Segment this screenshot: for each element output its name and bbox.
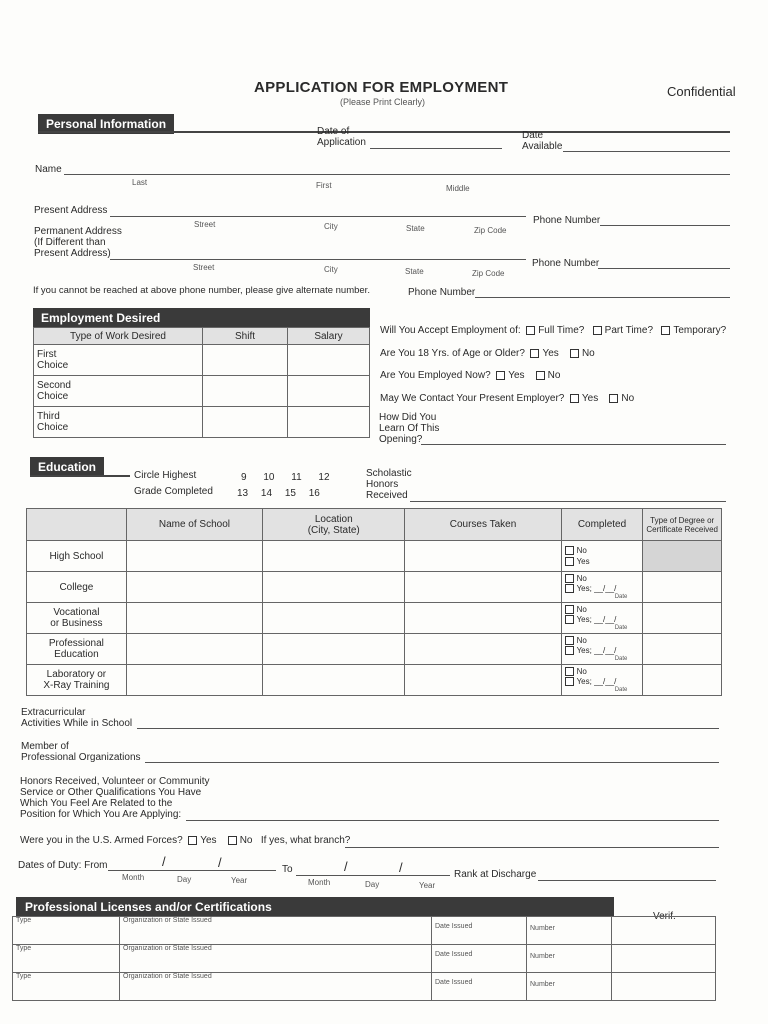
accept-employment-question	[380, 325, 726, 336]
honors-received-label: Honors Received, Volunteer or Community Service or Other Qualifications You Have Which You Feel Are Related to the Position for Which You Are Applying:	[20, 776, 210, 820]
section-employment-desired: Employment Desired	[41, 311, 161, 325]
courses-cell[interactable]	[405, 541, 561, 572]
type-caption: Type	[16, 917, 32, 924]
school-label: Vocational or Business	[27, 603, 127, 634]
zip-caption: Zip Code	[474, 226, 507, 235]
branch-field[interactable]	[345, 847, 719, 848]
employment-table	[33, 327, 370, 438]
phone-number-label: Phone Number	[532, 258, 600, 269]
org-caption: Organization or State Issued	[123, 973, 212, 980]
armed-forces-label: Were you in the U.S. Armed Forces?	[20, 835, 183, 846]
school-label: Professional Education	[27, 634, 127, 665]
grade-option[interactable]: 10	[263, 472, 275, 483]
contact-label: May We Contact Your Present Employer?	[380, 393, 565, 404]
present-address-field[interactable]	[110, 216, 526, 217]
date-caption: Date	[614, 594, 628, 600]
date-issued-cell[interactable]	[432, 917, 527, 945]
org-caption: Organization or State Issued	[123, 917, 212, 924]
yes-label: Yes	[581, 393, 599, 404]
street-caption: Street	[193, 263, 215, 272]
completed-cell: No Yes; __/__/ Date	[561, 665, 643, 696]
no-label: No	[581, 348, 595, 359]
no-label: No	[239, 835, 253, 846]
part-time-checkbox[interactable]	[593, 326, 602, 335]
name-label: Name	[35, 164, 62, 175]
degree-cell	[643, 541, 722, 572]
date-separator: /	[162, 854, 166, 869]
salary-cell[interactable]	[288, 345, 370, 376]
grade-option[interactable]: 13	[237, 488, 249, 499]
table-row	[27, 665, 722, 696]
month-caption: Month	[308, 878, 331, 887]
day-caption: Day	[365, 880, 380, 889]
courses-cell[interactable]	[405, 572, 561, 603]
age-no-checkbox[interactable]	[570, 349, 579, 358]
type-caption: Type	[16, 973, 32, 980]
date-separator: /	[218, 855, 222, 870]
table-row	[34, 407, 370, 438]
extracurricular-field[interactable]	[137, 728, 719, 729]
part-time-label: Part Time?	[604, 325, 654, 336]
employed-question	[380, 370, 560, 381]
number-caption: Number	[530, 953, 555, 960]
date-issued-caption: Date Issued	[435, 923, 473, 930]
col-type-of-work: Type of Work Desired	[34, 328, 203, 345]
date-of-application-field[interactable]	[370, 148, 502, 149]
col-shift: Shift	[203, 328, 288, 345]
number-caption: Number	[530, 925, 555, 932]
city-caption: City	[324, 265, 338, 274]
honors-received-field[interactable]	[186, 820, 719, 821]
number-cell[interactable]	[527, 945, 612, 973]
phone-number-label: Phone Number	[533, 215, 601, 226]
yes-label: Yes;	[576, 646, 592, 655]
grade-option[interactable]: 14	[260, 488, 273, 499]
no-label: No	[576, 574, 587, 583]
duty-to-label: To	[282, 864, 293, 875]
col-name-of-school: Name of School	[126, 509, 262, 541]
grade-completed-label: Grade Completed	[134, 486, 213, 497]
date-issued-cell[interactable]	[432, 973, 527, 1001]
col-completed: Completed	[561, 509, 643, 541]
no-checkbox[interactable]	[565, 667, 574, 676]
alternate-number-label: If you cannot be reached at above phone number, please give alternate number.	[33, 285, 370, 296]
grade-option[interactable]: 11	[291, 472, 302, 483]
date-issued-cell[interactable]	[432, 945, 527, 973]
number-caption: Number	[530, 981, 555, 988]
section-professional-licenses: Professional Licenses and/or Certifications	[25, 900, 272, 914]
no-checkbox[interactable]	[565, 605, 574, 614]
type-cell[interactable]	[13, 917, 120, 945]
city-caption: City	[324, 222, 338, 231]
row-label: Third Choice	[34, 407, 203, 438]
first-name-caption: First	[316, 181, 332, 190]
shift-cell[interactable]	[203, 345, 288, 376]
phone-number-field[interactable]	[600, 225, 730, 226]
location-cell[interactable]	[263, 541, 405, 572]
date-separator: /	[399, 860, 403, 875]
phone-number-field[interactable]	[598, 268, 730, 269]
grades-row-2[interactable]	[237, 488, 320, 499]
no-label: No	[576, 546, 587, 555]
grade-option[interactable]: 12	[318, 472, 330, 483]
age-label: Are You 18 Yrs. of Age or Older?	[380, 348, 525, 359]
month-caption: Month	[122, 873, 145, 882]
date-available-label: Date Available	[522, 130, 563, 152]
form-subtitle: (Please Print Clearly)	[340, 97, 426, 107]
table-row	[27, 634, 722, 665]
location-cell[interactable]	[263, 603, 405, 634]
verif-label: Verif.	[653, 911, 676, 922]
yes-label: Yes;	[576, 584, 592, 593]
yes-label: Yes;	[576, 677, 592, 686]
date-separator: /	[344, 859, 348, 874]
present-address-label: Present Address	[34, 205, 108, 216]
grade-option[interactable]: 9	[241, 472, 247, 483]
row-label: First Choice	[34, 345, 203, 376]
employed-no-checkbox[interactable]	[536, 371, 545, 380]
shift-cell[interactable]	[203, 376, 288, 407]
courses-cell[interactable]	[405, 634, 561, 665]
rank-at-discharge-label: Rank at Discharge	[454, 869, 537, 880]
degree-cell[interactable]	[643, 665, 722, 696]
date-available-field[interactable]	[563, 151, 730, 152]
temporary-checkbox[interactable]	[661, 326, 670, 335]
scholastic-honors-field[interactable]	[410, 501, 726, 502]
location-cell[interactable]	[263, 665, 405, 696]
completed-cell: No Yes; __/__/ Date	[561, 634, 643, 665]
duty-to-field[interactable]	[296, 875, 450, 876]
yes-label: Yes	[200, 835, 217, 846]
number-cell[interactable]	[527, 917, 612, 945]
school-name-cell[interactable]	[126, 634, 262, 665]
completed-cell: No Yes; __/__/ Date	[561, 603, 643, 634]
alternate-phone-field[interactable]	[475, 297, 730, 298]
degree-cell[interactable]	[643, 634, 722, 665]
grades-row-1[interactable]	[241, 472, 330, 483]
yes-checkbox[interactable]	[565, 557, 574, 566]
table-row	[27, 541, 722, 572]
verif-cell[interactable]	[612, 945, 716, 973]
age-question	[380, 348, 595, 359]
accept-label: Will You Accept Employment of:	[380, 325, 521, 336]
table-row	[34, 376, 370, 407]
section-divider	[38, 131, 730, 133]
degree-cell[interactable]	[643, 572, 722, 603]
full-time-label: Full Time?	[538, 325, 585, 336]
table-row	[13, 917, 716, 945]
last-name-caption: Last	[132, 178, 148, 187]
school-label: College	[27, 572, 127, 603]
school-name-cell[interactable]	[126, 603, 262, 634]
yes-checkbox[interactable]	[565, 584, 574, 593]
school-name-cell[interactable]	[126, 665, 262, 696]
courses-cell[interactable]	[405, 603, 561, 634]
date-issued-caption: Date Issued	[435, 951, 473, 958]
state-caption: State	[405, 267, 424, 276]
circle-highest-label: Circle Highest	[134, 470, 197, 481]
yes-label: Yes	[508, 370, 525, 381]
scholastic-honors-label: Scholastic Honors Received	[366, 468, 412, 501]
table-row	[13, 945, 716, 973]
table-row	[27, 603, 722, 634]
degree-cell[interactable]	[643, 603, 722, 634]
contact-no-checkbox[interactable]	[609, 394, 618, 403]
org-cell[interactable]	[120, 973, 432, 1001]
contact-question	[380, 393, 634, 404]
table-row	[27, 572, 722, 603]
org-caption: Organization or State Issued	[123, 945, 212, 952]
type-cell[interactable]	[13, 945, 120, 973]
grade-option[interactable]: 16	[308, 488, 320, 499]
location-cell[interactable]	[263, 572, 405, 603]
permanent-address-field[interactable]	[110, 259, 526, 260]
verif-cell[interactable]	[612, 917, 716, 945]
member-of-label: Member of Professional Organizations	[21, 741, 141, 763]
education-table	[26, 508, 722, 696]
table-row	[13, 973, 716, 1001]
no-label: No	[621, 393, 635, 404]
org-cell[interactable]	[120, 917, 432, 945]
no-label: No	[576, 605, 587, 614]
section-divider	[30, 475, 130, 477]
confidential-label: Confidential	[667, 84, 736, 99]
type-cell[interactable]	[13, 973, 120, 1001]
org-cell[interactable]	[120, 945, 432, 973]
type-caption: Type	[16, 945, 32, 952]
yes-checkbox[interactable]	[565, 646, 574, 655]
salary-cell[interactable]	[288, 407, 370, 438]
no-label: No	[576, 667, 587, 676]
form-title: APPLICATION FOR EMPLOYMENT	[254, 79, 509, 96]
branch-label: If yes, what branch?	[260, 835, 351, 846]
street-caption: Street	[194, 220, 216, 229]
school-label: High School	[27, 541, 127, 572]
table-row	[34, 345, 370, 376]
duty-from-field[interactable]	[108, 870, 276, 871]
day-caption: Day	[177, 875, 192, 884]
armed-yes-checkbox[interactable]	[188, 836, 197, 845]
temporary-label: Temporary?	[673, 325, 727, 336]
grade-option[interactable]: 15	[284, 488, 296, 499]
name-field[interactable]	[64, 174, 730, 175]
school-label: Laboratory or X-Ray Training	[27, 665, 127, 696]
year-caption: Year	[419, 881, 436, 890]
permanent-address-label: Permanent Address (If Different than Present Address)	[34, 226, 122, 259]
yes-checkbox[interactable]	[565, 615, 574, 624]
no-label: No	[547, 370, 561, 381]
no-checkbox[interactable]	[565, 636, 574, 645]
no-checkbox[interactable]	[565, 574, 574, 583]
location-cell[interactable]	[263, 634, 405, 665]
armed-no-checkbox[interactable]	[228, 836, 237, 845]
state-caption: State	[406, 224, 425, 233]
date-issued-caption: Date Issued	[435, 979, 473, 986]
col-blank	[27, 509, 127, 541]
col-location: Location (City, State)	[263, 509, 405, 541]
contact-yes-checkbox[interactable]	[570, 394, 579, 403]
alternate-phone-label: Phone Number	[408, 287, 476, 298]
completed-cell: No Yes; __/__/ Date	[561, 572, 643, 603]
employed-yes-checkbox[interactable]	[496, 371, 505, 380]
extracurricular-label: Extracurricular Activities While in School	[21, 707, 133, 729]
yes-checkbox[interactable]	[565, 677, 574, 686]
salary-cell[interactable]	[288, 376, 370, 407]
zip-caption: Zip Code	[472, 269, 505, 278]
col-salary: Salary	[288, 328, 370, 345]
col-degree: Type of Degree or Certificate Received	[643, 509, 722, 541]
year-caption: Year	[231, 876, 248, 885]
member-of-field[interactable]	[145, 762, 719, 763]
date-caption: Date	[614, 625, 628, 631]
yes-label: Yes	[576, 557, 590, 566]
school-name-cell[interactable]	[126, 541, 262, 572]
employed-label: Are You Employed Now?	[380, 370, 491, 381]
date-of-application-label: Date of Application	[317, 126, 366, 148]
row-label: Second Choice	[34, 376, 203, 407]
completed-cell	[561, 541, 643, 572]
date-caption: Date	[614, 656, 628, 662]
section-personal-information: Personal Information	[38, 114, 174, 134]
yes-label: Yes	[542, 348, 559, 359]
col-courses-taken: Courses Taken	[405, 509, 561, 541]
learn-of-opening-label: How Did You Learn Of This Opening?	[379, 412, 440, 445]
no-checkbox[interactable]	[565, 546, 574, 555]
number-cell[interactable]	[527, 973, 612, 1001]
learn-of-opening-field[interactable]	[421, 444, 726, 445]
rank-at-discharge-field[interactable]	[538, 880, 716, 881]
no-label: No	[576, 636, 587, 645]
dates-of-duty-label: Dates of Duty: From	[18, 860, 108, 871]
full-time-checkbox[interactable]	[526, 326, 535, 335]
courses-cell[interactable]	[405, 665, 561, 696]
armed-forces-question	[20, 835, 350, 846]
middle-name-caption: Middle	[446, 184, 470, 193]
licenses-table	[12, 916, 716, 1001]
verif-cell[interactable]	[612, 973, 716, 1001]
section-education: Education	[30, 457, 104, 477]
shift-cell[interactable]	[203, 407, 288, 438]
yes-label: Yes;	[576, 615, 592, 624]
date-caption: Date	[614, 687, 628, 693]
age-yes-checkbox[interactable]	[530, 349, 539, 358]
school-name-cell[interactable]	[126, 572, 262, 603]
